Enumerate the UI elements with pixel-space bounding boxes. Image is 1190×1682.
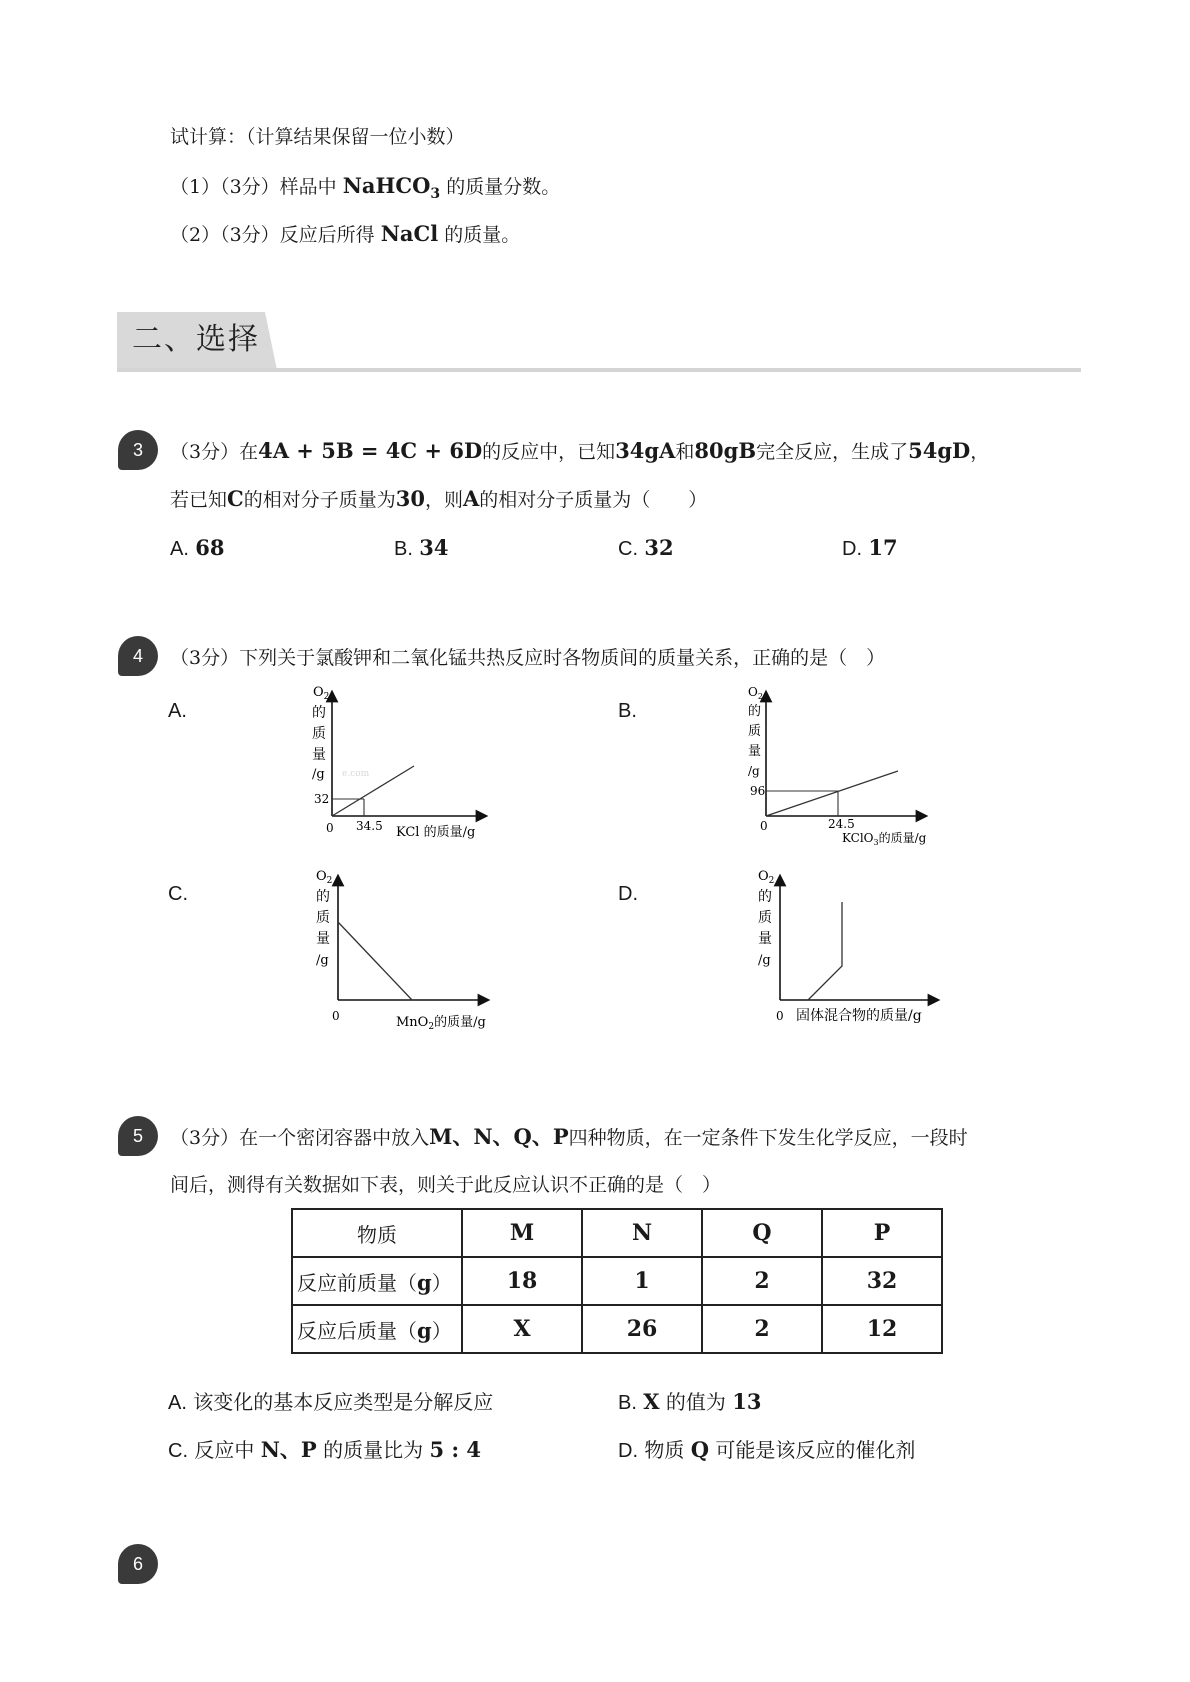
y-axis-label-char: 量 [312, 747, 326, 763]
y-axis-symbol: $O_2$ [758, 869, 775, 886]
y-axis-label-char: 量 [316, 931, 330, 947]
x-tick-label: 34.5 [356, 819, 383, 833]
table-cell: X [462, 1305, 582, 1353]
section-header [117, 312, 1081, 372]
option-c[interactable]: C. 反应中 N、P 的质量比为 5 : 4 [168, 1437, 482, 1462]
x-axis-label: KCl 的质量/g [396, 825, 476, 840]
y-tick-label: 96 [750, 784, 766, 798]
table-row-label: 反应前质量（g） [292, 1257, 462, 1305]
option-d[interactable]: D. 17 [842, 535, 898, 560]
origin-label: 0 [332, 1009, 340, 1023]
question-number-badge: 4 [118, 636, 158, 676]
y-axis-symbol: $O_2$ [316, 869, 333, 886]
option-b[interactable]: B. X 的值为 13 [618, 1389, 762, 1414]
y-axis-label-char: 的 [316, 889, 330, 905]
y-axis-label-char: 质 [316, 910, 330, 926]
option-a[interactable]: A. [168, 700, 187, 722]
y-axis-label-char: 量 [758, 931, 772, 947]
question-5-line-1: （3分）在一个密闭容器中放入M、N、Q、P四种物质，在一定条件下发生化学反应，一段时 [170, 1124, 968, 1149]
y-axis-unit: /g [748, 764, 760, 778]
y-axis-label-char: 量 [748, 744, 762, 759]
question-4-stem: （3分）下列关于氯酸钾和二氧化锰共热反应时各物质间的质量关系，正确的是（ ） [170, 647, 886, 669]
table-header-cell: Q [702, 1209, 822, 1257]
option-c[interactable]: C. [168, 883, 188, 905]
graph-a [300, 682, 510, 852]
option-a[interactable]: A. 68 [170, 535, 225, 560]
table-row [292, 1305, 942, 1353]
x-tick-label: 24.5 [828, 817, 855, 831]
option-a[interactable]: A. 该变化的基本反应类型是分解反应 [168, 1390, 494, 1414]
sub-question-1: （1）（3分）样品中 NaHCO$_3$ 的质量分数。 [170, 173, 561, 202]
table-header-cell: P [822, 1209, 942, 1257]
table-cell: 1 [582, 1257, 702, 1305]
y-axis-label-char: 的 [748, 704, 762, 719]
table-cell: 18 [462, 1257, 582, 1305]
table-header-cell: N [582, 1209, 702, 1257]
table-header-row [292, 1209, 942, 1257]
origin-label: 0 [760, 819, 768, 833]
x-axis-label: KClO$_3$的质量/g [842, 831, 927, 847]
option-d[interactable]: D. 物质 Q 可能是该反应的催化剂 [618, 1437, 916, 1462]
question-5-line-2: 间后，测得有关数据如下表，则关于此反应认识不正确的是（ ） [170, 1174, 722, 1196]
intro-line: 试计算：（计算结果保留一位小数） [170, 126, 465, 148]
y-axis-symbol: $O_2$ [748, 685, 763, 701]
y-axis-label-char: 的 [758, 889, 772, 905]
graph-d [742, 866, 962, 1036]
question-number-badge: 6 [118, 1544, 158, 1584]
option-c[interactable]: C. 32 [618, 535, 674, 560]
data-line [808, 902, 842, 1000]
table-header-cell: 物质 [292, 1209, 462, 1257]
question-3-line-1: （3分）在4A + 5B = 4C + 6D的反应中，已知34gA和80gB完全反应，生成了54gD， [170, 438, 990, 463]
table-row [292, 1257, 942, 1305]
option-d[interactable]: D. [618, 883, 638, 905]
question-3-line-2: 若已知C的相对分子质量为30，则A的相对分子质量为（ ） [170, 486, 708, 511]
y-axis-symbol: $O_2$ [313, 685, 330, 702]
table-cell: 2 [702, 1257, 822, 1305]
y-axis-unit: /g [312, 767, 325, 782]
table-cell: 12 [822, 1305, 942, 1353]
origin-label: 0 [326, 821, 334, 835]
table-cell: 32 [822, 1257, 942, 1305]
y-axis-label-char: 质 [758, 910, 772, 926]
y-axis-label-char: 质 [748, 724, 762, 739]
table-header-cell: M [462, 1209, 582, 1257]
table-row-label: 反应后质量（g） [292, 1305, 462, 1353]
table-cell: 2 [702, 1305, 822, 1353]
option-b[interactable]: B. [618, 700, 637, 722]
x-axis-label: MnO$_2$的质量/g [396, 1015, 486, 1032]
question-number-badge: 3 [118, 430, 158, 470]
section-title: 二、选择 [132, 322, 260, 357]
y-axis-unit: /g [316, 953, 329, 968]
y-axis-label-char: 的 [312, 705, 326, 721]
watermark: e.com [342, 769, 370, 779]
graph-b [742, 682, 962, 852]
data-line [338, 922, 412, 1000]
y-axis-unit: /g [758, 953, 771, 968]
data-table [291, 1208, 943, 1354]
y-axis-label-char: 质 [312, 726, 326, 742]
question-number-badge: 5 [118, 1116, 158, 1156]
option-b[interactable]: B. 34 [394, 535, 449, 560]
sub-question-2: （2）（3分）反应后所得 NaCl 的质量。 [170, 221, 521, 246]
y-tick-label: 32 [314, 792, 330, 806]
x-axis-label: 固体混合物的质量/g [796, 1008, 922, 1024]
graph-c [300, 866, 510, 1036]
origin-label: 0 [776, 1009, 784, 1023]
data-line [766, 771, 898, 816]
section-divider [117, 368, 1081, 372]
table-cell: 26 [582, 1305, 702, 1353]
